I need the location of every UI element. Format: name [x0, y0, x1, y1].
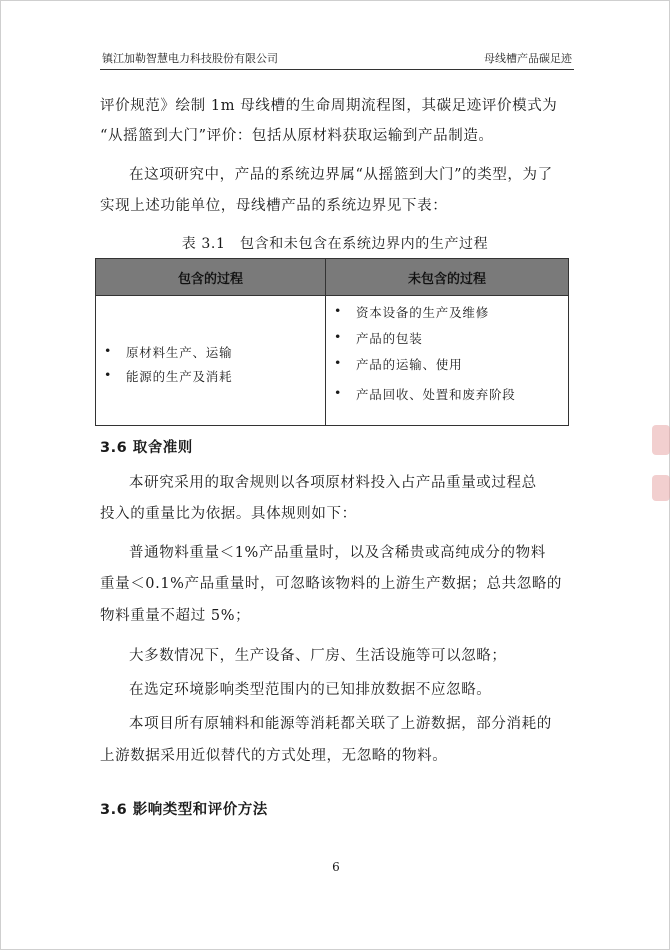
bullet-icon: •: [334, 355, 343, 370]
paragraph-line: 本研究采用的取舍规则以各项原材料投入占产品重量或过程总: [129, 475, 537, 491]
bullet-icon: •: [334, 303, 343, 318]
header-rule: [100, 69, 574, 70]
table-header-rule: [96, 295, 568, 296]
excluded-process: 资本设备的生产及维修: [356, 305, 490, 320]
bullet-icon: •: [104, 367, 113, 382]
excluded-process: 产品的运输、使用: [356, 357, 463, 372]
section-heading-impact: 3.6 影响类型和评价方法: [100, 802, 268, 818]
table-caption: 表 3.1 包含和未包含在系统边界内的生产过程: [181, 236, 489, 252]
paragraph-line: 投入的重量比为依据。具体规则如下：: [100, 506, 357, 522]
included-process: 原材料生产、运输: [126, 345, 233, 360]
table-header-excluded: 未包含的过程: [326, 259, 568, 295]
paragraph-line: “从摇篮到大门”评价：包括从原材料获取运输到产品制造。: [100, 128, 494, 144]
paragraph-line: 在这项研究中，产品的系统边界属“从摇篮到大门”的类型，为了: [129, 167, 553, 183]
bullet-icon: •: [334, 385, 343, 400]
paragraph-line: 本项目所有原辅料和能源等消耗都关联了上游数据，部分消耗的: [129, 716, 552, 732]
paragraph-line: 上游数据采用近似替代的方式处理，无忽略的物料。: [100, 748, 448, 764]
seal-stamp-fragment: [652, 425, 670, 455]
section-heading-cutoff: 3.6 取舍准则: [100, 440, 193, 456]
paragraph-line: 普通物料重量＜1%产品重量时，以及含稀贵或高纯成分的物料: [129, 545, 546, 561]
page-number: 6: [332, 860, 340, 874]
table-column-divider: [325, 259, 326, 425]
header-company: 镇江加勒智慧电力科技股份有限公司: [102, 52, 278, 65]
bullet-icon: •: [104, 343, 113, 358]
seal-stamp-fragment: [652, 475, 670, 501]
paragraph-line: 评价规范》绘制 1m 母线槽的生命周期流程图，其碳足迹评价模式为: [100, 98, 558, 114]
paragraph-line: 大多数情况下，生产设备、厂房、生活设施等可以忽略；: [129, 648, 507, 664]
included-process: 能源的生产及消耗: [126, 369, 233, 384]
paragraph-line: 实现上述功能单位，母线槽产品的系统边界见下表：: [100, 198, 448, 214]
table-header-included: 包含的过程: [96, 259, 325, 295]
excluded-process: 产品的包装: [356, 331, 423, 346]
bullet-icon: •: [334, 329, 343, 344]
paragraph-line: 重量＜0.1%产品重量时，可忽略该物料的上游生产数据；总共忽略的: [100, 576, 563, 592]
system-boundary-table: [95, 258, 569, 426]
paragraph-line: 在选定环境影响类型范围内的已知排放数据不应忽略。: [129, 682, 492, 698]
excluded-process: 产品回收、处置和废弃阶段: [356, 387, 516, 402]
paragraph-line: 物料重量不超过 5%；: [100, 608, 251, 624]
header-doc-title: 母线槽产品碳足迹: [484, 52, 572, 65]
